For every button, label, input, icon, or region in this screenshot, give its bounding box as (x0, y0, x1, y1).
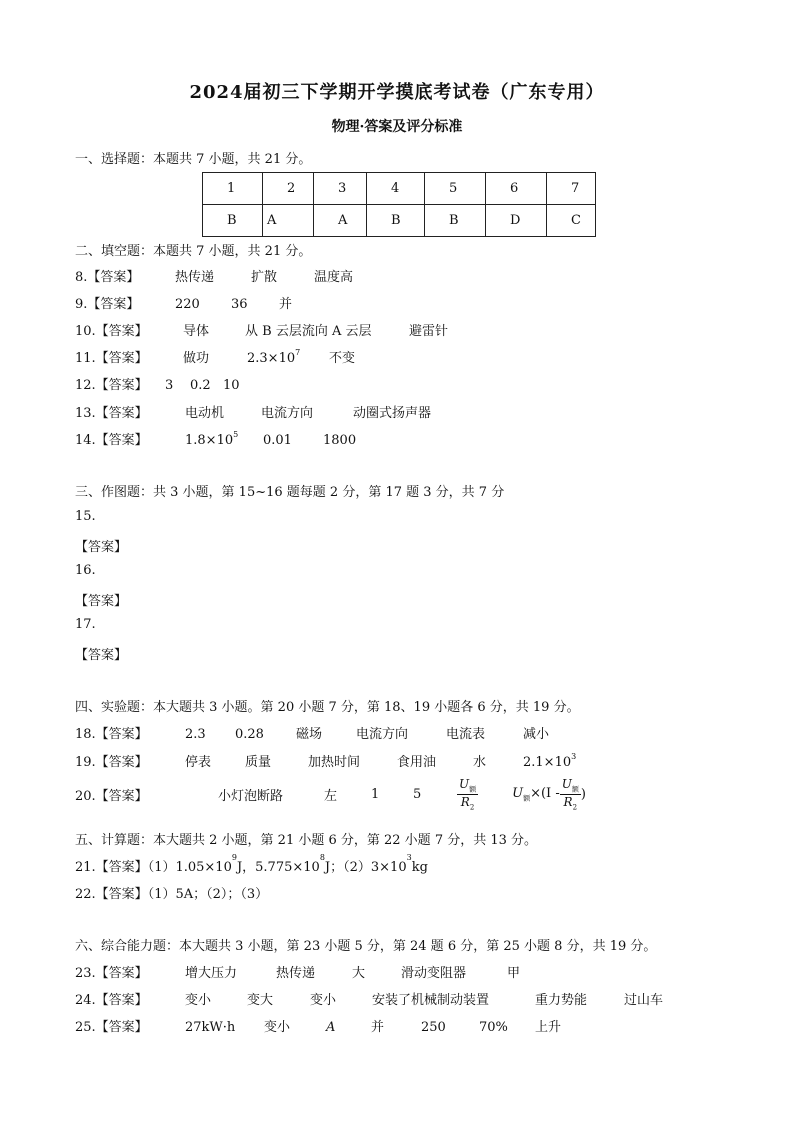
formula-subscript: 2 (572, 803, 578, 812)
answer-q21 (75, 853, 428, 875)
table-cell: 7 (547, 173, 596, 205)
power-formula-expression (512, 786, 560, 801)
answer-value: A (326, 1020, 336, 1035)
answer-q12 (75, 374, 240, 393)
table-cell: A (314, 205, 367, 237)
answer-text: J，5.775×10 (236, 860, 320, 875)
answer-q19 (75, 751, 576, 770)
table-cell: B (425, 205, 486, 237)
number-exponent: 5 (233, 430, 239, 439)
table-cell: D (486, 205, 547, 237)
table-cell: 2 (263, 173, 314, 205)
answer-label: 20.【答案】 (75, 788, 148, 804)
page-title: 2024届初三下学期开学摸底考试卷（广东专用） (189, 82, 605, 103)
number-base: 2.1×10 (523, 755, 572, 770)
answer-label: 25.【答案】 (75, 1020, 148, 1035)
formula-text: R (563, 795, 573, 810)
answer-q8 (75, 266, 353, 285)
answer-q14 (75, 429, 356, 448)
answer-value: 甲 (507, 966, 521, 981)
section-5-heading: 五、计算题：本大题共 2 小题，第 21 小题 6 分，第 22 小题 7 分，共 13 分。 (75, 833, 538, 848)
answer-label: 23.【答案】 (75, 966, 148, 981)
answer-value: 过山车 (624, 993, 664, 1008)
answer-value: 0.28 (235, 727, 264, 742)
answer-label: 21.【答案】 (75, 860, 148, 875)
question-15-number: 15. (75, 509, 96, 524)
answer-q25 (75, 1016, 561, 1035)
answer-value: 变大 (247, 993, 274, 1008)
table-cell: 6 (486, 173, 547, 205)
section-4-heading: 四、实验题：本大题共 3 小题。第 20 小题 7 分，第 18、19 小题各 6 分，共 19 分。 (75, 700, 580, 715)
answer-value: 停表 (185, 755, 212, 770)
answer-value: 减小 (523, 727, 550, 742)
answer-value: 安装了机械制动装置 (372, 993, 490, 1008)
answer-value: 重力势能 (535, 993, 588, 1008)
answer-value: 250 (421, 1020, 446, 1035)
answer-value: 不变 (329, 351, 356, 366)
answer-value: 小灯泡断路 (218, 788, 284, 804)
answer-q11 (75, 347, 355, 366)
answer-value: 电流方向 (356, 727, 409, 742)
answer-q10 (75, 320, 448, 339)
answer-label: 13.【答案】 (75, 406, 148, 421)
answer-q22 (75, 883, 268, 902)
formula-subscript: 额 (571, 785, 579, 794)
formula-text: R (460, 795, 470, 810)
answer-value: 从 B 云层流向 A 云层 (245, 324, 372, 339)
answer-q20 (75, 777, 586, 812)
answer-value: 上升 (535, 1020, 562, 1035)
power-formula-fraction (457, 777, 478, 812)
table-cell: A (263, 205, 314, 237)
answer-value: 做功 (183, 351, 210, 366)
answer-text: （1）5A；（2）；（3） (147, 887, 269, 902)
answer-value: 10 (223, 378, 240, 393)
answer-value: 热传递 (175, 270, 215, 285)
question-16-number: 16. (75, 563, 96, 578)
answer-value: 增大压力 (185, 966, 238, 981)
answer-value (523, 752, 577, 770)
answer-value: 0.01 (263, 433, 292, 448)
answer-value: 电流表 (446, 727, 486, 742)
answer-value: 变小 (264, 1020, 291, 1035)
formula-text: U (459, 777, 470, 791)
table-cell: 1 (203, 173, 263, 205)
answer-q13 (75, 402, 431, 421)
answer-q23 (75, 962, 520, 981)
multiple-choice-table (202, 172, 596, 237)
answer-value: 大 (352, 966, 366, 981)
answer-value: 质量 (245, 755, 272, 770)
page-subtitle: 物理·答案及评分标准 (331, 119, 463, 135)
table-row (203, 205, 596, 237)
answer-label: 8.【答案】 (75, 270, 140, 285)
number-exponent: 7 (295, 348, 301, 357)
table-cell: B (203, 205, 263, 237)
answer-label: 24.【答案】 (75, 993, 148, 1008)
answer-value (185, 430, 263, 448)
number-base: 2.3×10 (247, 351, 296, 366)
formula-subscript: 2 (469, 803, 475, 812)
answer-value: 避雷针 (409, 324, 449, 339)
table-cell: 5 (425, 173, 486, 205)
answer-value: 1 (371, 786, 380, 802)
answer-text: kg (411, 860, 428, 875)
table-row (203, 173, 596, 205)
answer-value (247, 348, 329, 366)
question-17-number: 17. (75, 617, 96, 632)
answer-value: 变小 (310, 993, 337, 1008)
number-exponent: 3 (571, 752, 577, 761)
answer-value: 扩散 (251, 270, 278, 285)
answer-value: 5 (413, 786, 422, 802)
answer-value: 热传递 (276, 966, 316, 981)
answer-value: 3 (165, 378, 174, 393)
answer-q24 (75, 989, 663, 1008)
answer-label: 11.【答案】 (75, 351, 148, 366)
table-cell: 4 (367, 173, 425, 205)
table-cell: B (367, 205, 425, 237)
answer-value: 电流方向 (261, 406, 314, 421)
answer-value: 动圈式扬声器 (353, 406, 432, 421)
answer-tag-q15: 【答案】 (75, 540, 128, 555)
answer-value: 电动机 (185, 406, 225, 421)
answer-value: 并 (279, 297, 293, 312)
answer-value: 磁场 (296, 727, 323, 742)
answer-tag-q17: 【答案】 (75, 648, 128, 663)
answer-value: 变小 (185, 993, 212, 1008)
answer-value: 0.2 (190, 378, 211, 393)
section-2-heading: 二、填空题：本题共 7 小题，共 21 分。 (75, 244, 312, 259)
number-exponent: 3 (406, 853, 412, 862)
formula-text: ×(I - (530, 785, 560, 801)
table-cell: C (547, 205, 596, 237)
answer-value: 食用油 (397, 755, 437, 770)
answer-value: 并 (371, 1020, 385, 1035)
answer-value: 36 (231, 297, 248, 312)
formula-subscript: 额 (523, 794, 531, 803)
answer-value: 滑动变阻器 (401, 966, 467, 981)
answer-value: 70% (479, 1020, 508, 1035)
section-1-heading: 一、选择题：本题共 7 小题，共 21 分。 (75, 152, 312, 167)
answer-value: 220 (175, 297, 200, 312)
section-3-heading: 三、作图题：共 3 小题，第 15~16 题每题 2 分，第 17 题 3 分，共 7 分 (75, 485, 505, 500)
answer-text: J；（2）3×10 (324, 860, 407, 875)
number-exponent: 9 (231, 853, 237, 862)
answer-value: 水 (473, 755, 487, 770)
answer-label: 9.【答案】 (75, 297, 140, 312)
number-exponent: 8 (319, 853, 325, 862)
answer-label: 22.【答案】 (75, 887, 148, 902)
answer-value: 1800 (323, 433, 357, 448)
answer-q18 (75, 723, 549, 742)
answer-value: 2.3 (185, 727, 206, 742)
answer-tag-q16: 【答案】 (75, 594, 128, 609)
formula-text: ) (580, 786, 586, 802)
answer-value: 温度高 (314, 270, 354, 285)
number-base: 1.8×10 (185, 433, 234, 448)
table-cell: 3 (314, 173, 367, 205)
section-6-heading: 六、综合能力题：本大题共 3 小题，第 23 小题 5 分，第 24 题 6 分，第 25 小题 8 分，共 19 分。 (75, 939, 657, 954)
formula-text: U (561, 777, 572, 791)
answer-label: 14.【答案】 (75, 433, 148, 448)
answer-value: 左 (324, 788, 338, 804)
answer-label: 10.【答案】 (75, 324, 148, 339)
formula-fraction (560, 777, 581, 812)
answer-label: 12.【答案】 (75, 378, 148, 393)
answer-text: （1）1.05×10 (147, 860, 232, 875)
answer-value: 27kW·h (185, 1020, 236, 1035)
formula-text: U (512, 785, 524, 801)
answer-value: 导体 (183, 324, 210, 339)
answer-label: 19.【答案】 (75, 755, 148, 770)
answer-q9 (75, 293, 292, 312)
answer-label: 18.【答案】 (75, 727, 148, 742)
answer-value: 加热时间 (308, 755, 361, 770)
formula-subscript: 额 (469, 785, 477, 794)
